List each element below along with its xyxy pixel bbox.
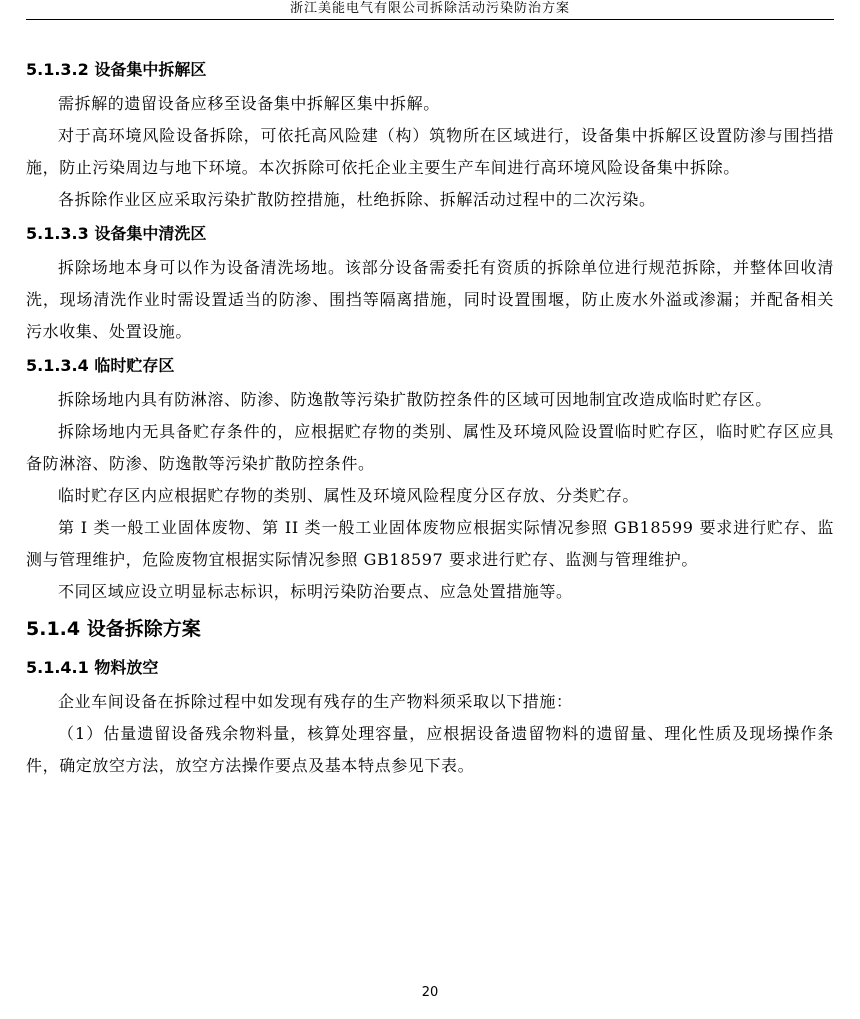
paragraph: 拆除场地内无具备贮存条件的，应根据贮存物的类别、属性及环境风险设置临时贮存区，临时贮存区应具备防淋溶、防渗、防逸散等污染扩散防控条件。	[26, 422, 834, 473]
page-header: 浙江美能电气有限公司拆除活动污染防治方案	[26, 0, 834, 20]
heading-5-1-3-2: 5.1.3.2 设备集中拆解区	[26, 60, 207, 79]
paragraph: 拆除场地本身可以作为设备清洗场地。该部分设备需委托有资质的拆除单位进行规范拆除，并整体回收清洗，现场清洗作业时需设置适当的防渗、围挡等隔离措施，同时设置围堰，防止废水外溢或渗漏；并配备相关污水收集、处置设施。	[26, 258, 834, 341]
paragraph: 各拆除作业区应采取污染扩散防控措施，杜绝拆除、拆解活动过程中的二次污染。	[58, 190, 656, 209]
paragraph: 不同区域应设立明显标志标识，标明污染防治要点、应急处置措施等。	[58, 582, 573, 601]
paragraph: 企业车间设备在拆除过程中如发现有残存的生产物料须采取以下措施：	[58, 692, 573, 711]
heading-5-1-3-3: 5.1.3.3 设备集中清洗区	[26, 224, 207, 243]
heading-5-1-4: 5.1.4 设备拆除方案	[26, 618, 201, 640]
paragraph: 对于高环境风险设备拆除，可依托高风险建（构）筑物所在区域进行，设备集中拆解区设置防渗与围挡措施，防止污染周边与地下环境。本次拆除可依托企业主要生产车间进行高环境风险设备集中拆除。	[26, 126, 834, 177]
paragraph: 拆除场地内具有防淋溶、防渗、防逸散等污染扩散防控条件的区域可因地制宜改造成临时贮存区。	[58, 390, 772, 409]
paragraph: 临时贮存区内应根据贮存物的类别、属性及环境风险程度分区存放、分类贮存。	[58, 486, 640, 505]
page-number: 20	[421, 985, 439, 1000]
paragraph: （1）估量遗留设备残余物料量，核算处理容量，应根据设备遗留物料的遗留量、理化性质及现场操作条件，确定放空方法，放空方法操作要点及基本特点参见下表。	[26, 724, 834, 775]
heading-5-1-3-4: 5.1.3.4 临时贮存区	[26, 356, 175, 375]
paragraph: 第 I 类一般工业固体废物、第 II 类一般工业固体废物应根据实际情况参照 GB18599 要求进行贮存、监测与管理维护，危险废物宜根据实际情况参照 GB18597 要求进行贮存、监测与管理维护。	[26, 518, 834, 569]
paragraph: 需拆解的遗留设备应移至设备集中拆解区集中拆解。	[58, 94, 440, 113]
document-body	[26, 52, 834, 782]
heading-5-1-4-1: 5.1.4.1 物料放空	[26, 658, 159, 677]
